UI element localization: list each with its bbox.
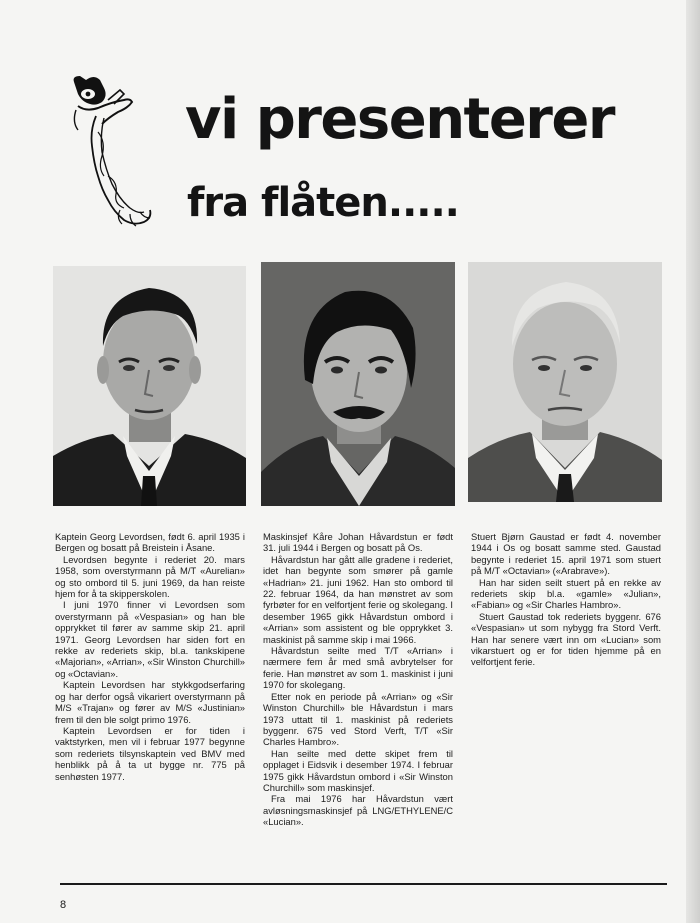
footer-rule bbox=[60, 883, 667, 885]
mascot-logo-icon bbox=[68, 72, 158, 232]
paragraph: Etter nok en periode på «Arrian» og «Sir Winston Churchill» ble Håvardstun i mars 1973 uttatt til 1. maskinist på rederiets byggenr. 675 ved Stord Verft, T/T «Sir Charles Hambro». bbox=[263, 690, 453, 748]
paragraph: Levordsen begynte i rederiet 20. mars 1958, som overstyrmann på M/T «Aurelian» og sto ombord til 5. juni 1969, da han reiste hjem for å ta skipperskolen. bbox=[55, 553, 245, 600]
paragraph: Kaptein Levordsen har stykkgodserfaring og har derfor også vikariert overstyrmann på M/S «Trajan» og fører av M/S «Justinian» frem til den ble solgt primo 1976. bbox=[55, 679, 245, 725]
portrait-photo-gaustad bbox=[468, 262, 662, 502]
portrait-photo-levordsen bbox=[53, 266, 246, 506]
paragraph: Håvardstun seilte med T/T «Arrian» i nærmere fem år med små avbrytelser for ferie. Han mønstret av som 1. maskinist i juni 1970 for skolegang. bbox=[263, 645, 453, 691]
paragraph: Kaptein Georg Levordsen, født 6. april 1935 i Bergen og bosatt på Breistein i Åsane. bbox=[55, 531, 245, 554]
page-subtitle: fra flåten..... bbox=[187, 180, 459, 226]
page-number: 8 bbox=[60, 899, 67, 911]
paragraph: Kaptein Levordsen er for tiden i vaktstyrken, men vil i februar 1977 begynne som rederiets tilsynskaptein ved BMV med henblikk på å ta ut bygge nr. 775 på senhøsten 1977. bbox=[55, 724, 245, 782]
article-column-1 bbox=[55, 531, 245, 782]
paragraph: I juni 1970 finner vi Levordsen som overstyrmann på «Vespasian» og han ble opprykket til fører av samme skip 21. april 1971. Georg Levordsen har siden fort en rekke av rederiets skip, bl.a. tankskipene «Majorian», «Arrian», «Sir Winston Churchill» og «Octavian». bbox=[55, 599, 245, 679]
paragraph: Stuert Gaustad tok rederiets byggenr. 676 «Vespasian» ut som nybygg fra Stord Verft. Han har senere vært inn om «Lucian» som vikarstuert og er for tiden hjemme på en velfortjent ferie. bbox=[471, 610, 661, 668]
page-title: vi presenterer bbox=[185, 87, 615, 152]
paragraph: Stuert Bjørn Gaustad er født 4. november 1944 i Os og bosatt samme sted. Gaustad begynte i rederiet 15. april 1971 som stuert på M/T «Octavian» («Arabrave»). bbox=[471, 531, 661, 577]
portrait-photo-havardstun bbox=[261, 262, 455, 506]
page-edge-shadow bbox=[686, 0, 700, 923]
article-column-2 bbox=[263, 531, 453, 828]
paragraph: Han har siden seilt stuert på en rekke av rederiets skip bl.a. «gamle» «Julian», «Fabian» og «Sir Charles Hambro». bbox=[471, 576, 661, 611]
article-column-3 bbox=[471, 531, 661, 668]
paragraph: Han seilte med dette skipet frem til opplaget i Eidsvik i desember 1974. I februar 1975 gikk Håvardstun ombord i «Sir Winston Churchill» som maskinsjef. bbox=[263, 747, 453, 793]
paragraph: Maskinsjef Kåre Johan Håvardstun er født 31. juli 1944 i Bergen og bosatt på Os. bbox=[263, 531, 453, 554]
paragraph: Håvardstun har gått alle gradene i rederiet, idet han begynte som smører på gamle «Hadrian» 21. juni 1962. Han sto ombord til 22. februar 1964, da han mønstret av som fyrbøter for en velfortjent ferie og skolegang. I desember 1965 gikk Håvardstun ombord i «Arrian» som assistent og ble opprykket 3. maskinist på samme skip i mai 1966. bbox=[263, 553, 453, 645]
paragraph: Fra mai 1976 har Håvardstun vært avløsningsmaskinsjef på LNG/ETHYLENE/C «Lucian». bbox=[263, 793, 453, 828]
